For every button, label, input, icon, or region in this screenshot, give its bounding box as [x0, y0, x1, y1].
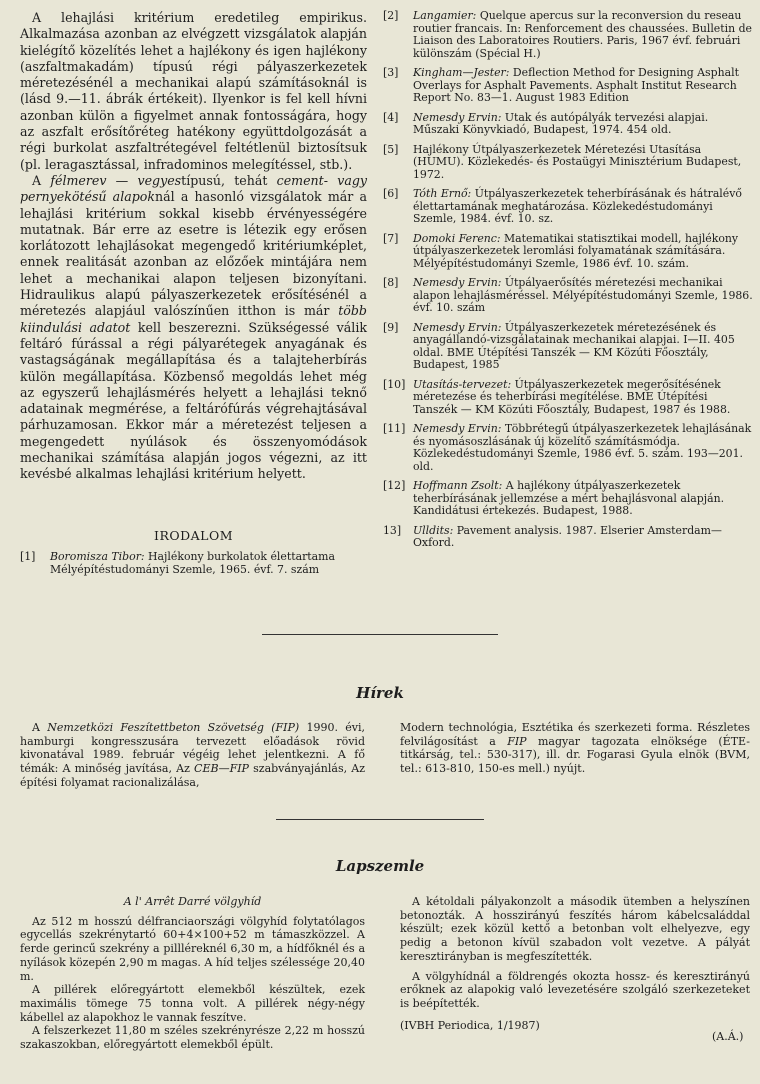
hirek-right — [400, 721, 750, 776]
paragraph: Az 512 m hosszú délfranciaországi völgyhíd folytatólagos egycellás szekrénytartó 60+4×100+52 m támaszközzel. A ferde gerincű szekrény a pillléreknél 6,30 m, a hídfőknél és a nyílások közepén 2,90 m magas. A híd teljes szélessége 20,40 m. — [20, 914, 365, 983]
author-signature: (A.Á.) — [712, 1030, 744, 1043]
reference-item: [10] Utasítás-tervezet: Útpályaszerkezetek megerősítésének méretezése és teherbírási megítélése. BME Útépítési Tanszék — KM Közúti Főosztály, Budapest, 1987 és 1988. — [383, 377, 731, 416]
reference-item: [3] Kingham—Jester: Deflection Method for Designing Asphalt Overlays for Asphalt Pavements. Asphalt Institut Research Report No. 83—1. August 1983 Edition — [383, 66, 739, 104]
reference-item: [11] Nemesdy Ervin: Többrétegű útpályaszerkezetek lehajlásának és nyomásoszlásának új közelítő számításmódja. Közlekedéstudományi Szemle, 1986 évf. 5. szám. 193—201. old. — [383, 422, 752, 473]
reference-item: [8] Nemesdy Ervin: Útpályaerősítés méretezési mechanikai alapon lehajlásméréssel. Mélyépítéstudományi Szemle, 1986. évf. 10. szám — [383, 276, 753, 314]
source-note: (IVBH Periodica, 1/1987) — [400, 1018, 540, 1032]
paragraph: A félmerev — vegyestípusú, tehát cement- vagy pernyekötésű alapoknál a hasonló vizsgálatok már a lehajlási kritérium sokkal kisebb érvényességére mutatnak. Bár erre az esetre is létezik egy erősen korlátozott lehajlásokat megengedő kritériumképlet, ennek realitását azonban az előzőek mintájára nem lehet a mechanikai alapon teljesen bizonyítani. Hidraulikus alapú pályaszerkezetek erősítésénél a méretezés alapjául valószínűen itthon is már több kiindulási adatot kell beszerezni. Szükségessé válik feltáró fúrással a régi pályarétegek anyagának és vastagságának megállapítása és a talajteherbírás külön megállapítása. Közbenső megoldás lehet még az egyszerű lehajlásmérés helyett a lehajlási teknő adatainak megmérése, a feltárófúrás végrehajtásával párhuzamosan. Ekkor már a méretezést teljesen a megengedett nyúlások és összenyomódások mechanikai számítása alapján jogos végezni, az itt kevésbé alkalmas lehajlási kritérium helyett. — [20, 172, 368, 482]
hirek-title: Hírek — [356, 684, 404, 702]
italic-term: több kiindulási adatot — [20, 303, 367, 335]
references-heading: IRODALOM — [154, 528, 233, 543]
reference-item: [5] Hajlékony Útpályaszerkezetek Méretezési Utasítása (HUMU). Közlekedés- és Postaügyi Minisztérium Budapest, 1972. — [383, 142, 742, 181]
paragraph: A pillérek előregyártott elemekből készültek, ezek maximális tömege 75 tonna volt. A pillérek négy-négy kábellel az alapokhoz le vannak feszítve. — [20, 983, 365, 1024]
lapszemle-left — [20, 895, 365, 1052]
hirek-left — [20, 721, 365, 790]
italic-term: cement- vagy pernyekötésű alapok — [20, 172, 368, 205]
reference-item: [6] Tóth Ernő: Útpályaszerkezetek teherbírásának és hátralévő élettartamának meghatározása. Közlekedéstudományi Szemle, 1984. évf. 10. sz. — [383, 187, 742, 225]
reference-item: [4] Nemesdy Ervin: Utak és autópályák tervezési alapjai. Műszaki Könyvkiadó, Budapest, 1974. 454 old. — [383, 110, 709, 136]
article-subtitle: A l' Arrêt Darré völgyhíd — [123, 895, 262, 908]
paragraph: A felszerkezet 11,80 m széles szekrényrésze 2,22 m hosszú szakaszokban, előregyártott elemekből épült. — [20, 1024, 365, 1052]
reference-item: [2] Langamier: Quelque apercus sur la reconversion du reseau routier francais. In: Renforcement des chaussées. Bulletin de Liaison des Laboratoires Routiers. Paris, 1967 évf. februári különszám (Spécial H.) — [383, 9, 752, 60]
divider — [262, 634, 498, 635]
lapszemle-right — [400, 895, 750, 1032]
reference-item: 13] Ulldits: Pavement analysis. 1987. Elserier Amsterdam—Oxford. — [383, 523, 722, 549]
right-references — [383, 10, 753, 557]
divider — [276, 819, 484, 820]
italic-term: félmerev — vegyes — [50, 172, 182, 188]
paragraph: Modern technológia, Esztétika és szerkezeti forma. Részletes felvilágosítást a FIP magyar tagozata elnöksége (ÉTE-titkárság, tel.: 530-317), ill. dr. Fogarasi Gyula elnök (BVM, tel.: 613-810, 150-es mell.) nyújt. — [400, 721, 750, 776]
paragraph: A lehajlási kritérium eredetileg empirikus. Alkalmazása azonban az elvégzett vizsgálatok alapján kielégítő közelítés lehet a hajlékony és igen hajlékony (aszfaltmakadám) típusú régi pályaszerkezetek méretezésénél a mechanikai alapú számításoknál is (lásd 9.—11. ábrák értékeit). Ilyenkor is fel kell hívni azonban külön a figyelmet annak fontosságára, hogy az aszfalt erősítőréteg hatékony együttdolgozását a régi burkolat aszfaltrétegével feltétlenül biztosítsuk (pl. leragasztással, infradominos melegítéssel, stb.). — [20, 10, 367, 172]
reference-item: [9] Nemesdy Ervin: Útpályaszerkezetek méretezésének és anyagállandó-vizsgálatainak mechanikai alapjai. I—II. 405 oldal. BME Útépítési Tanszék — KM Közúti Főosztály, Budapest, 1985 — [383, 320, 735, 371]
reference-item: [1] Boromisza Tibor: Hajlékony burkolatok élettartama Mélyépítéstudományi Szemle, 1965. évf. 7. szám — [20, 550, 335, 576]
left-column — [20, 10, 367, 483]
paragraph: A kétoldali pályakonzolt a második ütemben a helyszínen betonozták. A hosszirányú feszítés három kábelcsaláddal készült; ezek közül kettő a betonban volt elhelyezve, egy pedig a betonon kívül szabadon volt vezetve. A pályát keresztirányban is megfeszítették. — [400, 895, 750, 963]
reference-item: [7] Domoki Ferenc: Matematikai statisztikai modell, hajlékony útpályaszerkezetek leromlási folyamatának számítására. Mélyépítéstudományi Szemle, 1986 évf. 10. szám. — [383, 231, 739, 270]
paragraph: A Nemzetközi Feszítettbeton Szövetség (FIP) 1990. évi, hamburgi kongresszusára tervezett előadások rövid kivonatával 1989. február végéig lehet jelentkezni. A fő témák: A minőség javítása, Az CEB—FIP szabványajánlás, Az építési folyamat racionalizálása, — [20, 721, 366, 789]
left-references — [20, 551, 367, 583]
lapszemle-title: Lapszemle — [335, 857, 425, 875]
paragraph: A völgyhídnál a földrengés okozta hossz- és keresztirányú erőknek az alapokig való levezetésére szolgáló szerkezeteket is beépítették. — [400, 969, 750, 1010]
reference-item: [12] Hoffmann Zsolt: A hajlékony útpályaszerkezetek teherbírásának jellemzése a mért behajlásvonal alapján. Kandidátusi értekezés. Budapest, 1988. — [383, 479, 725, 517]
